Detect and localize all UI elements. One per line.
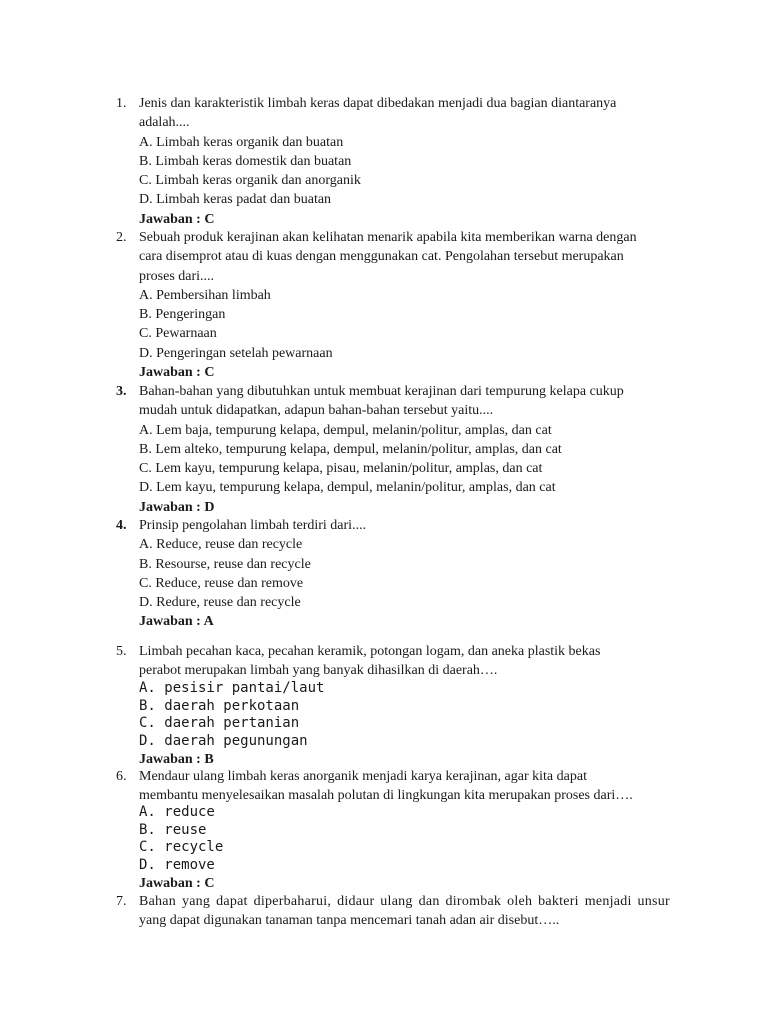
answer-key: Jawaban : C: [139, 875, 215, 891]
question-number: 2.: [116, 230, 127, 245]
option-a: A. Pembersihan limbah: [139, 287, 271, 303]
options-list: [139, 804, 687, 893]
question-body: [139, 382, 687, 517]
option-b: B. Resourse, reuse dan recycle: [139, 556, 311, 572]
option-c: C. daerah pertanian: [139, 715, 300, 732]
answer-key: Jawaban : D: [139, 499, 215, 515]
question-body: [139, 516, 687, 631]
question-body: [139, 892, 687, 931]
question-text-line: Sebuah produk kerajinan akan kelihatan menarik apabila kita memberikan warna dengan: [139, 230, 637, 245]
question-number: 1.: [116, 96, 127, 111]
question-text-line: Prinsip pengolahan limbah terdiri dari....: [139, 518, 367, 533]
option-d: D. daerah pegunungan: [139, 733, 308, 750]
question-number: 4.: [116, 518, 127, 533]
answer-key: Jawaban : C: [139, 365, 215, 381]
option-b: B. Lem alteko, tempurung kelapa, dempul, melanin/politur, amplas, dan cat: [139, 441, 562, 457]
question-text-line: membantu menyelesaikan masalah polutan di lingkungan kita merupakan proses dari….: [139, 788, 633, 804]
question-body: [139, 94, 687, 229]
answer-key: Jawaban : A: [139, 614, 214, 630]
question-text-line: Limbah pecahan kaca, pecahan keramik, potongan logam, dan aneka plastik bekas: [139, 644, 601, 659]
question-body: [139, 642, 687, 681]
question-number: 7.: [116, 894, 127, 909]
question-text-line: yang dapat digunakan tanaman tanpa mencemari tanah adan air disebut…..: [139, 913, 560, 929]
option-a: A. Reduce, reuse dan recycle: [139, 537, 303, 553]
option-a: A. pesisir pantai/laut: [139, 680, 325, 696]
options-list: [139, 680, 687, 769]
option-d: D. Pengeringan setelah pewarnaan: [139, 345, 333, 361]
question-number: 5.: [116, 644, 127, 659]
question-text-line: Jenis dan karakteristik limbah keras dapat dibedakan menjadi dua bagian diantaranya: [139, 96, 617, 111]
option-a: A. Limbah keras organik dan buatan: [139, 134, 344, 150]
option-d: D. Limbah keras padat dan buatan: [139, 192, 332, 208]
option-d: D. Redure, reuse dan recycle: [139, 595, 301, 611]
option-c: C. Limbah keras organik dan anorganik: [139, 173, 361, 189]
option-d: D. remove: [139, 857, 215, 874]
question-text-line: Mendaur ulang limbah keras anorganik menjadi karya kerajinan, agar kita dapat: [139, 769, 587, 784]
question-body: [139, 767, 687, 806]
question-text-line: mudah untuk didapatkan, adapun bahan-bahan tersebut yaitu....: [139, 403, 494, 419]
option-b: B. Pengeringan: [139, 307, 226, 323]
option-a: A. reduce: [139, 804, 215, 820]
question-text-line: adalah....: [139, 115, 190, 131]
question-text-line: proses dari....: [139, 268, 215, 284]
option-c: C. Lem kayu, tempurung kelapa, pisau, melanin/politur, amplas, dan cat: [139, 461, 543, 477]
question-number: 3.: [116, 384, 127, 399]
option-d: D. Lem kayu, tempurung kelapa, dempul, melanin/politur, amplas, dan cat: [139, 480, 556, 496]
answer-key: Jawaban : C: [139, 211, 215, 227]
option-c: C. Reduce, reuse dan remove: [139, 575, 304, 591]
question-text-line: cara disemprot atau di kuas dengan menggunakan cat. Pengolahan tersebut merupakan: [139, 249, 624, 265]
question-text-line: perabot merupakan limbah yang banyak dihasilkan di daerah….: [139, 663, 498, 679]
option-a: A. Lem baja, tempurung kelapa, dempul, melanin/politur, amplas, dan cat: [139, 422, 552, 438]
option-c: C. Pewarnaan: [139, 326, 217, 342]
question-text-line: Bahan yang dapat diperbaharui, didaur ulang dan dirombak oleh bakteri menjadi unsur: [139, 894, 670, 909]
option-c: C. recycle: [139, 839, 224, 856]
answer-key: Jawaban : B: [139, 751, 214, 767]
question-text-line: Bahan-bahan yang dibutuhkan untuk membuat kerajinan dari tempurung kelapa cukup: [139, 384, 624, 399]
option-b: B. daerah perkotaan: [139, 697, 300, 714]
question-number: 6.: [116, 769, 127, 784]
question-body: [139, 228, 687, 382]
option-b: B. reuse: [139, 821, 207, 838]
option-b: B. Limbah keras domestik dan buatan: [139, 153, 352, 169]
